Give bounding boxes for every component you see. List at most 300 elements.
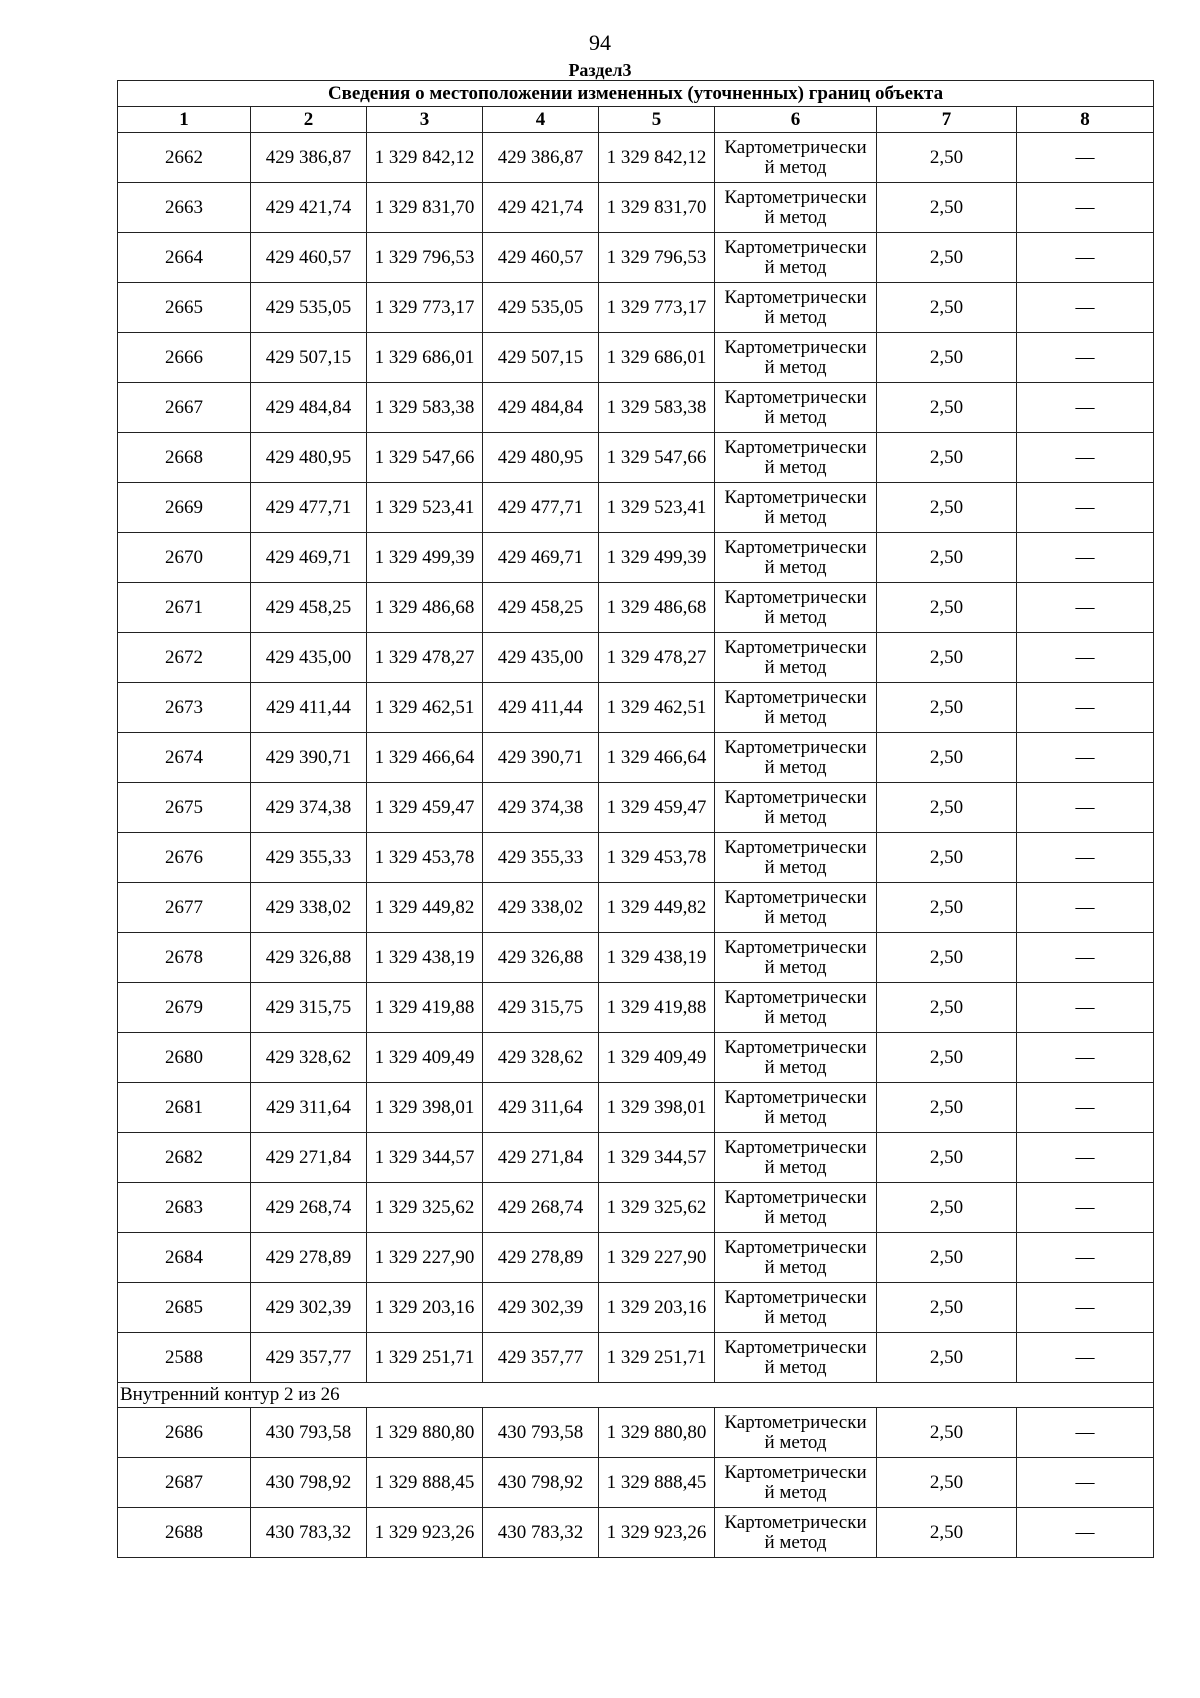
table-row xyxy=(118,383,1154,433)
x-coordinate-cell: 429 484,84 xyxy=(483,383,599,433)
description-cell: — xyxy=(1017,283,1154,333)
point-number-cell: 2667 xyxy=(118,383,251,433)
accuracy-cell: 2,50 xyxy=(877,183,1017,233)
method-text-line2: й метод xyxy=(764,1156,827,1178)
method-text-line1: Картометрически xyxy=(724,1336,867,1358)
x-coordinate-cell: 429 278,89 xyxy=(251,1233,367,1283)
method-text-line1: Картометрически xyxy=(724,1036,867,1058)
x-coordinate-cell: 429 271,84 xyxy=(251,1133,367,1183)
y-coordinate-cell: 1 329 325,62 xyxy=(367,1183,483,1233)
table-row xyxy=(118,133,1154,183)
method-cell xyxy=(715,133,877,183)
x-coordinate-cell: 429 268,74 xyxy=(251,1183,367,1233)
method-text-line2: й метод xyxy=(764,856,827,878)
point-number-cell: 2671 xyxy=(118,583,251,633)
x-coordinate-cell: 429 480,95 xyxy=(483,433,599,483)
x-coordinate-cell: 429 460,57 xyxy=(483,233,599,283)
x-coordinate-cell: 430 783,32 xyxy=(483,1508,599,1558)
method-cell xyxy=(715,383,877,433)
column-number: 8 xyxy=(1017,107,1154,133)
point-number-cell: 2683 xyxy=(118,1183,251,1233)
x-coordinate-cell: 430 798,92 xyxy=(483,1458,599,1508)
x-coordinate-cell: 429 390,71 xyxy=(483,733,599,783)
accuracy-cell: 2,50 xyxy=(877,1183,1017,1233)
point-number-cell: 2674 xyxy=(118,733,251,783)
y-coordinate-cell: 1 329 686,01 xyxy=(599,333,715,383)
method-text-line1: Картометрически xyxy=(724,1236,867,1258)
x-coordinate-cell: 430 793,58 xyxy=(483,1408,599,1458)
table-row xyxy=(118,1083,1154,1133)
method-text-line2: й метод xyxy=(764,1106,827,1128)
point-number-cell: 2686 xyxy=(118,1408,251,1458)
method-text-line1: Картометрически xyxy=(724,136,867,158)
x-coordinate-cell: 429 469,71 xyxy=(483,533,599,583)
point-number-cell: 2665 xyxy=(118,283,251,333)
method-text-line1: Картометрически xyxy=(724,636,867,658)
accuracy-cell: 2,50 xyxy=(877,233,1017,283)
x-coordinate-cell: 429 421,74 xyxy=(251,183,367,233)
method-cell xyxy=(715,733,877,783)
column-number: 1 xyxy=(118,107,251,133)
table-row xyxy=(118,1233,1154,1283)
method-text-line2: й метод xyxy=(764,1531,827,1553)
method-cell xyxy=(715,483,877,533)
description-cell: — xyxy=(1017,1408,1154,1458)
y-coordinate-cell: 1 329 888,45 xyxy=(367,1458,483,1508)
point-number-cell: 2663 xyxy=(118,183,251,233)
description-cell: — xyxy=(1017,333,1154,383)
x-coordinate-cell: 429 535,05 xyxy=(483,283,599,333)
y-coordinate-cell: 1 329 466,64 xyxy=(367,733,483,783)
description-cell: — xyxy=(1017,133,1154,183)
table-row xyxy=(118,333,1154,383)
accuracy-cell: 2,50 xyxy=(877,1458,1017,1508)
x-coordinate-cell: 429 357,77 xyxy=(251,1333,367,1383)
description-cell: — xyxy=(1017,233,1154,283)
table-row xyxy=(118,633,1154,683)
method-text-line1: Картометрически xyxy=(724,936,867,958)
y-coordinate-cell: 1 329 344,57 xyxy=(367,1133,483,1183)
method-cell xyxy=(715,583,877,633)
x-coordinate-cell: 429 302,39 xyxy=(483,1283,599,1333)
x-coordinate-cell: 429 326,88 xyxy=(483,933,599,983)
x-coordinate-cell: 429 411,44 xyxy=(483,683,599,733)
x-coordinate-cell: 429 458,25 xyxy=(483,583,599,633)
point-number-cell: 2688 xyxy=(118,1508,251,1558)
table-row xyxy=(118,233,1154,283)
description-cell: — xyxy=(1017,1333,1154,1383)
method-text-line2: й метод xyxy=(764,1481,827,1503)
method-cell xyxy=(715,1458,877,1508)
description-cell: — xyxy=(1017,883,1154,933)
table-row xyxy=(118,583,1154,633)
method-text-line2: й метод xyxy=(764,356,827,378)
boundary-table xyxy=(117,80,1154,1558)
y-coordinate-cell: 1 329 344,57 xyxy=(599,1133,715,1183)
description-cell: — xyxy=(1017,1458,1154,1508)
y-coordinate-cell: 1 329 466,64 xyxy=(599,733,715,783)
method-text-line1: Картометрически xyxy=(724,186,867,208)
x-coordinate-cell: 429 278,89 xyxy=(483,1233,599,1283)
x-coordinate-cell: 429 435,00 xyxy=(483,633,599,683)
accuracy-cell: 2,50 xyxy=(877,833,1017,883)
table-row xyxy=(118,1508,1154,1558)
description-cell: — xyxy=(1017,683,1154,733)
x-coordinate-cell: 429 386,87 xyxy=(251,133,367,183)
method-cell xyxy=(715,1508,877,1558)
method-text-line2: й метод xyxy=(764,656,827,678)
accuracy-cell: 2,50 xyxy=(877,433,1017,483)
method-text-line1: Картометрически xyxy=(724,886,867,908)
method-cell xyxy=(715,833,877,883)
method-cell xyxy=(715,433,877,483)
table-row xyxy=(118,933,1154,983)
point-number-cell: 2662 xyxy=(118,133,251,183)
x-coordinate-cell: 430 798,92 xyxy=(251,1458,367,1508)
description-cell: — xyxy=(1017,1233,1154,1283)
y-coordinate-cell: 1 329 227,90 xyxy=(599,1233,715,1283)
method-cell xyxy=(715,1283,877,1333)
x-coordinate-cell: 429 484,84 xyxy=(251,383,367,433)
x-coordinate-cell: 430 783,32 xyxy=(251,1508,367,1558)
method-text-line2: й метод xyxy=(764,456,827,478)
table-row xyxy=(118,1033,1154,1083)
y-coordinate-cell: 1 329 888,45 xyxy=(599,1458,715,1508)
x-coordinate-cell: 429 435,00 xyxy=(251,633,367,683)
x-coordinate-cell: 429 328,62 xyxy=(251,1033,367,1083)
y-coordinate-cell: 1 329 419,88 xyxy=(367,983,483,1033)
accuracy-cell: 2,50 xyxy=(877,1283,1017,1333)
y-coordinate-cell: 1 329 547,66 xyxy=(367,433,483,483)
y-coordinate-cell: 1 329 419,88 xyxy=(599,983,715,1033)
method-text-line1: Картометрически xyxy=(724,536,867,558)
table-row xyxy=(118,783,1154,833)
point-number-cell: 2682 xyxy=(118,1133,251,1183)
method-cell xyxy=(715,933,877,983)
x-coordinate-cell: 429 271,84 xyxy=(483,1133,599,1183)
description-cell: — xyxy=(1017,633,1154,683)
table-row xyxy=(118,883,1154,933)
description-cell: — xyxy=(1017,483,1154,533)
table-row xyxy=(118,1183,1154,1233)
description-cell: — xyxy=(1017,933,1154,983)
description-cell: — xyxy=(1017,533,1154,583)
x-coordinate-cell: 429 477,71 xyxy=(251,483,367,533)
method-cell xyxy=(715,183,877,233)
x-coordinate-cell: 429 460,57 xyxy=(251,233,367,283)
y-coordinate-cell: 1 329 459,47 xyxy=(367,783,483,833)
x-coordinate-cell: 429 357,77 xyxy=(483,1333,599,1383)
y-coordinate-cell: 1 329 409,49 xyxy=(599,1033,715,1083)
x-coordinate-cell: 429 507,15 xyxy=(251,333,367,383)
column-number: 4 xyxy=(483,107,599,133)
column-number: 7 xyxy=(877,107,1017,133)
y-coordinate-cell: 1 329 459,47 xyxy=(599,783,715,833)
table-row xyxy=(118,1458,1154,1508)
method-text-line2: й метод xyxy=(764,256,827,278)
y-coordinate-cell: 1 329 831,70 xyxy=(367,183,483,233)
contour-row xyxy=(118,1383,1154,1408)
method-text-line1: Картометрически xyxy=(724,786,867,808)
accuracy-cell: 2,50 xyxy=(877,1408,1017,1458)
y-coordinate-cell: 1 329 583,38 xyxy=(599,383,715,433)
y-coordinate-cell: 1 329 409,49 xyxy=(367,1033,483,1083)
y-coordinate-cell: 1 329 523,41 xyxy=(599,483,715,533)
method-text-line2: й метод xyxy=(764,1356,827,1378)
y-coordinate-cell: 1 329 842,12 xyxy=(599,133,715,183)
y-coordinate-cell: 1 329 547,66 xyxy=(599,433,715,483)
description-cell: — xyxy=(1017,1183,1154,1233)
method-text-line1: Картометрически xyxy=(724,1411,867,1433)
method-cell xyxy=(715,283,877,333)
description-cell: — xyxy=(1017,1508,1154,1558)
x-coordinate-cell: 429 338,02 xyxy=(483,883,599,933)
y-coordinate-cell: 1 329 398,01 xyxy=(367,1083,483,1133)
description-cell: — xyxy=(1017,583,1154,633)
method-text-line1: Картометрически xyxy=(724,1511,867,1533)
method-cell xyxy=(715,1183,877,1233)
table-row xyxy=(118,983,1154,1033)
method-cell xyxy=(715,1033,877,1083)
table-caption: Сведения о местоположении измененных (уточненных) границ объекта xyxy=(118,81,1154,107)
description-cell: — xyxy=(1017,783,1154,833)
accuracy-cell: 2,50 xyxy=(877,1508,1017,1558)
x-coordinate-cell: 429 355,33 xyxy=(251,833,367,883)
point-number-cell: 2681 xyxy=(118,1083,251,1133)
y-coordinate-cell: 1 329 449,82 xyxy=(599,883,715,933)
y-coordinate-cell: 1 329 462,51 xyxy=(599,683,715,733)
method-text-line1: Картометрически xyxy=(724,1086,867,1108)
point-number-cell: 2670 xyxy=(118,533,251,583)
point-number-cell: 2679 xyxy=(118,983,251,1033)
point-number-cell: 2668 xyxy=(118,433,251,483)
accuracy-cell: 2,50 xyxy=(877,1033,1017,1083)
accuracy-cell: 2,50 xyxy=(877,683,1017,733)
y-coordinate-cell: 1 329 773,17 xyxy=(367,283,483,333)
table-row xyxy=(118,183,1154,233)
x-coordinate-cell: 430 793,58 xyxy=(251,1408,367,1458)
point-number-cell: 2664 xyxy=(118,233,251,283)
method-cell xyxy=(715,233,877,283)
y-coordinate-cell: 1 329 203,16 xyxy=(367,1283,483,1333)
y-coordinate-cell: 1 329 203,16 xyxy=(599,1283,715,1333)
accuracy-cell: 2,50 xyxy=(877,1333,1017,1383)
method-text-line1: Картометрически xyxy=(724,836,867,858)
description-cell: — xyxy=(1017,983,1154,1033)
method-text-line2: й метод xyxy=(764,156,827,178)
column-number: 3 xyxy=(367,107,483,133)
method-cell xyxy=(715,333,877,383)
y-coordinate-cell: 1 329 438,19 xyxy=(599,933,715,983)
method-text-line2: й метод xyxy=(764,506,827,528)
method-cell xyxy=(715,1133,877,1183)
method-cell xyxy=(715,533,877,583)
method-text-line1: Картометрически xyxy=(724,286,867,308)
table-row xyxy=(118,433,1154,483)
method-cell xyxy=(715,883,877,933)
table-row xyxy=(118,733,1154,783)
description-cell: — xyxy=(1017,383,1154,433)
method-text-line2: й метод xyxy=(764,956,827,978)
table-row xyxy=(118,683,1154,733)
method-text-line2: й метод xyxy=(764,556,827,578)
x-coordinate-cell: 429 421,74 xyxy=(483,183,599,233)
x-coordinate-cell: 429 326,88 xyxy=(251,933,367,983)
accuracy-cell: 2,50 xyxy=(877,733,1017,783)
y-coordinate-cell: 1 329 499,39 xyxy=(599,533,715,583)
method-text-line1: Картометрически xyxy=(724,386,867,408)
method-text-line1: Картометрически xyxy=(724,1136,867,1158)
point-number-cell: 2672 xyxy=(118,633,251,683)
point-number-cell: 2666 xyxy=(118,333,251,383)
point-number-cell: 2685 xyxy=(118,1283,251,1333)
point-number-cell: 2684 xyxy=(118,1233,251,1283)
method-text-line2: й метод xyxy=(764,1206,827,1228)
method-text-line2: й метод xyxy=(764,756,827,778)
method-text-line1: Картометрически xyxy=(724,686,867,708)
description-cell: — xyxy=(1017,1133,1154,1183)
x-coordinate-cell: 429 458,25 xyxy=(251,583,367,633)
method-text-line2: й метод xyxy=(764,206,827,228)
column-numbers-row xyxy=(118,107,1154,133)
contour-label: Внутренний контур 2 из 26 xyxy=(118,1383,1154,1408)
accuracy-cell: 2,50 xyxy=(877,583,1017,633)
page-number: 94 xyxy=(589,30,611,55)
table-body xyxy=(118,133,1154,1558)
x-coordinate-cell: 429 390,71 xyxy=(251,733,367,783)
method-text-line1: Картометрически xyxy=(724,1461,867,1483)
y-coordinate-cell: 1 329 449,82 xyxy=(367,883,483,933)
method-text-line2: й метод xyxy=(764,306,827,328)
x-coordinate-cell: 429 411,44 xyxy=(251,683,367,733)
y-coordinate-cell: 1 329 796,53 xyxy=(599,233,715,283)
table-row xyxy=(118,483,1154,533)
method-text-line2: й метод xyxy=(764,1431,827,1453)
point-number-cell: 2678 xyxy=(118,933,251,983)
accuracy-cell: 2,50 xyxy=(877,1133,1017,1183)
y-coordinate-cell: 1 329 923,26 xyxy=(599,1508,715,1558)
accuracy-cell: 2,50 xyxy=(877,1083,1017,1133)
x-coordinate-cell: 429 480,95 xyxy=(251,433,367,483)
y-coordinate-cell: 1 329 227,90 xyxy=(367,1233,483,1283)
description-cell: — xyxy=(1017,1033,1154,1083)
table-row xyxy=(118,833,1154,883)
column-number: 2 xyxy=(251,107,367,133)
accuracy-cell: 2,50 xyxy=(877,133,1017,183)
table-row xyxy=(118,1333,1154,1383)
method-text-line2: й метод xyxy=(764,1256,827,1278)
y-coordinate-cell: 1 329 923,26 xyxy=(367,1508,483,1558)
y-coordinate-cell: 1 329 438,19 xyxy=(367,933,483,983)
y-coordinate-cell: 1 329 686,01 xyxy=(367,333,483,383)
x-coordinate-cell: 429 355,33 xyxy=(483,833,599,883)
y-coordinate-cell: 1 329 773,17 xyxy=(599,283,715,333)
method-text-line2: й метод xyxy=(764,806,827,828)
y-coordinate-cell: 1 329 842,12 xyxy=(367,133,483,183)
x-coordinate-cell: 429 338,02 xyxy=(251,883,367,933)
method-text-line1: Картометрически xyxy=(724,1186,867,1208)
y-coordinate-cell: 1 329 462,51 xyxy=(367,683,483,733)
description-cell: — xyxy=(1017,433,1154,483)
x-coordinate-cell: 429 374,38 xyxy=(251,783,367,833)
accuracy-cell: 2,50 xyxy=(877,283,1017,333)
point-number-cell: 2675 xyxy=(118,783,251,833)
method-text-line1: Картометрически xyxy=(724,486,867,508)
description-cell: — xyxy=(1017,183,1154,233)
point-number-cell: 2687 xyxy=(118,1458,251,1508)
x-coordinate-cell: 429 469,71 xyxy=(251,533,367,583)
x-coordinate-cell: 429 374,38 xyxy=(483,783,599,833)
x-coordinate-cell: 429 507,15 xyxy=(483,333,599,383)
x-coordinate-cell: 429 311,64 xyxy=(251,1083,367,1133)
method-text-line1: Картометрически xyxy=(724,736,867,758)
x-coordinate-cell: 429 535,05 xyxy=(251,283,367,333)
section-title: Раздел3 xyxy=(568,60,632,80)
y-coordinate-cell: 1 329 478,27 xyxy=(367,633,483,683)
accuracy-cell: 2,50 xyxy=(877,883,1017,933)
table-row xyxy=(118,283,1154,333)
y-coordinate-cell: 1 329 325,62 xyxy=(599,1183,715,1233)
method-text-line2: й метод xyxy=(764,1056,827,1078)
y-coordinate-cell: 1 329 831,70 xyxy=(599,183,715,233)
method-text-line1: Картометрически xyxy=(724,436,867,458)
description-cell: — xyxy=(1017,1283,1154,1333)
column-number: 6 xyxy=(715,107,877,133)
method-cell xyxy=(715,983,877,1033)
point-number-cell: 2676 xyxy=(118,833,251,883)
x-coordinate-cell: 429 386,87 xyxy=(483,133,599,183)
y-coordinate-cell: 1 329 583,38 xyxy=(367,383,483,433)
table-row xyxy=(118,1283,1154,1333)
method-text-line2: й метод xyxy=(764,1006,827,1028)
accuracy-cell: 2,50 xyxy=(877,533,1017,583)
accuracy-cell: 2,50 xyxy=(877,1233,1017,1283)
table-row xyxy=(118,1133,1154,1183)
point-number-cell: 2588 xyxy=(118,1333,251,1383)
method-text-line1: Картометрически xyxy=(724,236,867,258)
column-number: 5 xyxy=(599,107,715,133)
x-coordinate-cell: 429 328,62 xyxy=(483,1033,599,1083)
accuracy-cell: 2,50 xyxy=(877,933,1017,983)
point-number-cell: 2680 xyxy=(118,1033,251,1083)
x-coordinate-cell: 429 311,64 xyxy=(483,1083,599,1133)
accuracy-cell: 2,50 xyxy=(877,983,1017,1033)
point-number-cell: 2669 xyxy=(118,483,251,533)
description-cell: — xyxy=(1017,1083,1154,1133)
y-coordinate-cell: 1 329 251,71 xyxy=(599,1333,715,1383)
method-cell xyxy=(715,683,877,733)
accuracy-cell: 2,50 xyxy=(877,383,1017,433)
y-coordinate-cell: 1 329 880,80 xyxy=(367,1408,483,1458)
method-text-line1: Картометрически xyxy=(724,586,867,608)
point-number-cell: 2673 xyxy=(118,683,251,733)
y-coordinate-cell: 1 329 499,39 xyxy=(367,533,483,583)
description-cell: — xyxy=(1017,833,1154,883)
accuracy-cell: 2,50 xyxy=(877,333,1017,383)
y-coordinate-cell: 1 329 796,53 xyxy=(367,233,483,283)
method-text-line2: й метод xyxy=(764,906,827,928)
method-cell xyxy=(715,633,877,683)
method-cell xyxy=(715,1083,877,1133)
method-text-line1: Картометрически xyxy=(724,986,867,1008)
accuracy-cell: 2,50 xyxy=(877,783,1017,833)
method-text-line2: й метод xyxy=(764,406,827,428)
y-coordinate-cell: 1 329 880,80 xyxy=(599,1408,715,1458)
y-coordinate-cell: 1 329 478,27 xyxy=(599,633,715,683)
method-text-line2: й метод xyxy=(764,1306,827,1328)
table-row xyxy=(118,1408,1154,1458)
method-cell xyxy=(715,1233,877,1283)
